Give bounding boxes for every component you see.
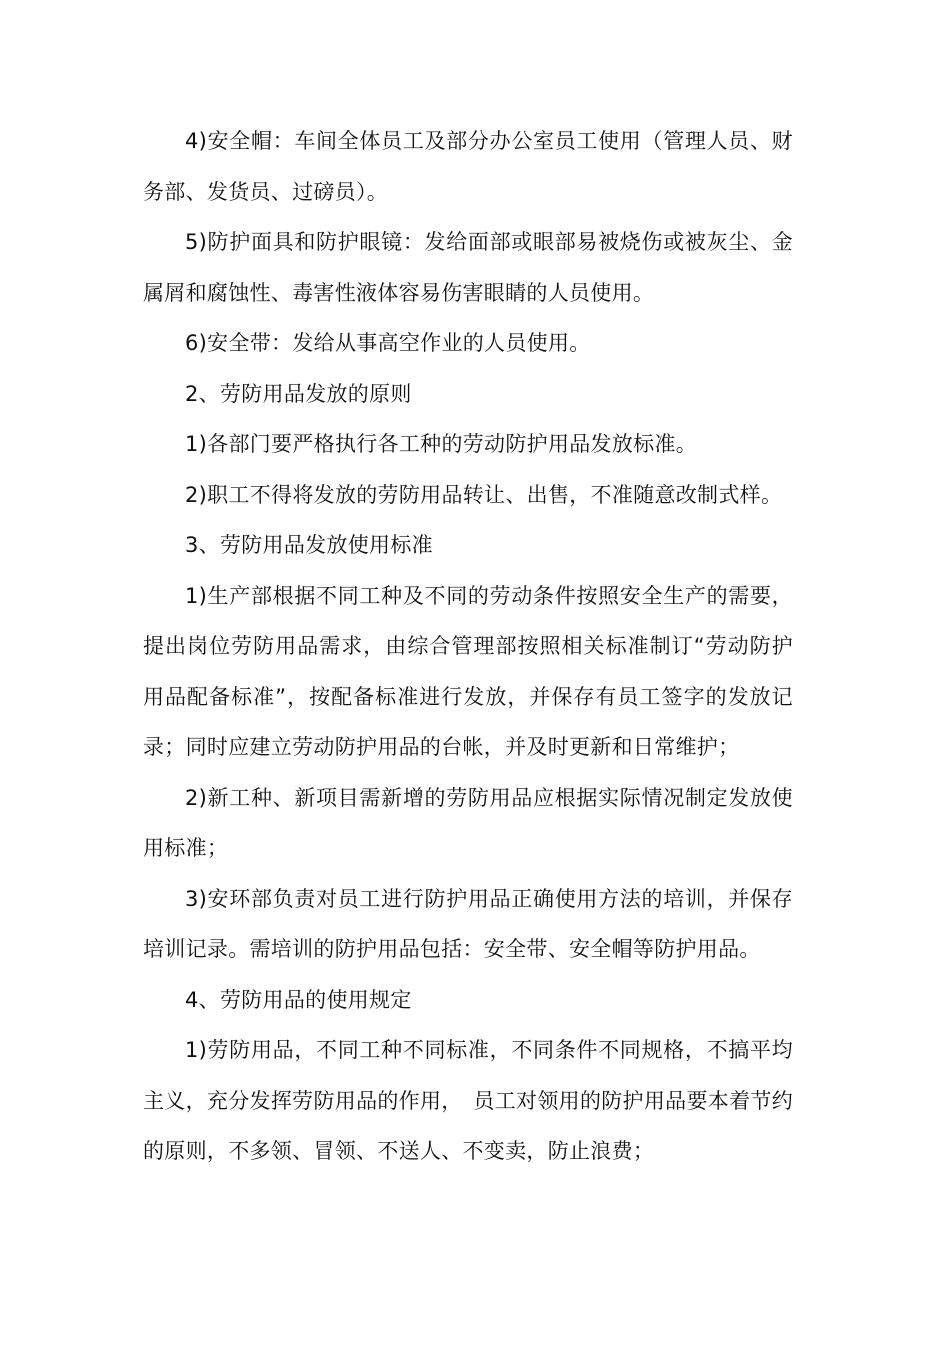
paragraph-standard-1: 1)生产部根据不同工种及不同的劳动条件按照安全生产的需要，提出岗位劳防用品需求，由综合管理部按照相关标准制订“劳动防护用品配备标准”，按配备标准进行发放，并保存有员工签字的发放记录；同时应建立劳动防护用品的台帐，并及时更新和日常维护； [143, 583, 793, 759]
section-heading-distribution-standards: 3、劳防用品发放使用标准 [185, 533, 433, 557]
paragraph-principle-2: 2)职工不得将发放的劳防用品转让、出售，不准随意改制式样。 [185, 482, 783, 507]
paragraph-safety-helmet: 4)安全帽：车间全体员工及部分办公室员工使用（管理人员、财务部、发货员、过磅员）。 [143, 129, 793, 204]
paragraph-standard-2: 2)新工种、新项目需新增的劳防用品应根据实际情况制定发放使用标准； [143, 785, 793, 860]
paragraph-standard-3: 3)安环部负责对员工进行防护用品正确使用方法的培训，并保存培训记录。需培训的防护用品包括：安全带、安全帽等防护用品。 [143, 886, 793, 961]
paragraph-principle-1: 1)各部门要严格执行各工种的劳动防护用品发放标准。 [185, 432, 698, 456]
paragraph-face-mask-goggles: 5)防护面具和防护眼镜：发给面部或眼部易被烧伤或被灰尘、金属屑和腐蚀性、毒害性液体容易伤害眼睛的人员使用。 [143, 230, 793, 305]
paragraph-safety-belt: 6)安全带：发给从事高空作业的人员使用。 [185, 331, 591, 355]
section-heading-usage-rules: 4、劳防用品的使用规定 [185, 987, 412, 1012]
section-heading-distribution-principles: 2、劳防用品发放的原则 [185, 381, 412, 406]
paragraph-usage-rule-1: 1)劳防用品，不同工种不同标准，不同条件不同规格，不搞平均主义，充分发挥劳防用品的作用， 员工对领用的防护用品要本着节约的原则，不多领、冒领、不送人、不变卖，防止浪费； [143, 1038, 793, 1163]
document-body [143, 116, 793, 1177]
